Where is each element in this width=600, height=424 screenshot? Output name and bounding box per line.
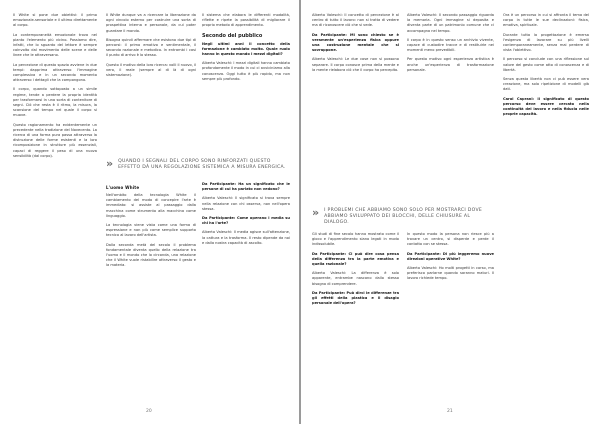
section-heading: Secondo del pubblico: [202, 32, 263, 39]
paragraph: La contemporaneità emozionale trova nel pianto l'elemento più vicino. Possiamo dire, infatti, che lo sguardo del lettore è sempre coinvolto dal movimento delle scene e delle linee che le attraversano.: [13, 32, 97, 58]
paragraph: Questo ragionamento ha evidentemente un precedente nella tradizione del Novecento. La ricerca di una forma pura passa attraverso la distruzione delle forme esistenti e la loro ricomposizione in strutture più essenziali, capaci di reggere il peso di una nuova sensibilità (dal corpo).: [13, 122, 97, 158]
interview-answer: Alberto Valeschi: La differenza è solo apparente, entrambe nascono dallo stesso bisogno di comprendere.: [312, 271, 399, 286]
interview-answer: Alberto Valeschi: Il significato si trova sempre nella relazione con chi osserva, non nell'opera stessa.: [202, 196, 290, 211]
page-number: 21: [447, 409, 453, 414]
interview-answer: Alberto Valeschi: Il secondo passaggio riguarda la memoria. Ogni immagine si deposita e diventa parte di un patrimonio comune che ci accompagna nel tempo.: [407, 13, 494, 33]
paragraph: Questo il motivo della loro ricerca: volli il nuovo, il vero, il reale (sempre al di là di ogni sistemazione).: [106, 62, 196, 78]
interview-question: Da Participante: Ha un significato che le persone di cui ha parlato non vedono?: [202, 182, 290, 192]
interview-answer: Alberto Valeschi: Il concetto di percezione è al centro di tutto il lavoro: non si tratta di vedere ma di riconoscere ciò che si vede.: [312, 13, 399, 28]
left-column-2-bottom: [106, 182, 196, 352]
paragraph: Senza questa libertà non ci può essere vera creazione, ma solo ripetizione di modelli già dati.: [503, 77, 589, 92]
chevron-right-icon: »: [312, 206, 318, 219]
right-column-3: [503, 13, 589, 393]
right-page: [301, 0, 600, 424]
right-column-2-bottom: [407, 232, 494, 392]
pull-quote: [106, 159, 286, 171]
right-column-1-bottom: [312, 232, 399, 392]
left-column-1: [13, 13, 97, 349]
paragraph: Il percorso si conclude con una riflessione sul valore del gesto come atto di conoscenza e di libertà.: [503, 57, 589, 72]
interview-answer: Alberto Valeschi: I mezzi digitali hanno cambiato profondamente il modo in cui ci avviciniamo alla conoscenza. Oggi tutto è più rapido, ma non sempre più profondo.: [202, 61, 290, 81]
paragraph: Dalla seconda metà del secolo il problema fondamentale diventa quello della relazione tra l'uomo e il mondo che lo circonda, una relazione che il White vuole ristabilire attraverso il gesto e la materia.: [106, 242, 196, 268]
paragraph: In questo modo la persona non riesce più a trovare un centro, si disperde e perde il contatto con se stessa.: [407, 232, 494, 247]
interview-question: Da Participante: Come operano i media su chi ha l'arte?: [202, 216, 290, 226]
paragraph: Il corpo è in questo senso un archivio vivente, capace di custodire tracce e di restituirle nei momenti meno prevedibili.: [407, 37, 494, 53]
page-number: 20: [146, 409, 152, 414]
paragraph: Ora è un percorso in cui si affronta il tema del corpo in tutte le sue declinazioni: fisica, emotiva, spirituale.: [503, 13, 589, 28]
paragraph: Il White si pone due obiettivi: il primo emozionale-sensoriale e il ultimo direttamente al corpo.: [13, 13, 97, 28]
interview-question: Da Participante: Di più leggeremo nuove direzioni operative White?: [407, 251, 494, 261]
interview-answer: Alberto Valeschi: Ho molti progetti in corso, ma preferisco parlarne quando saranno maturi. Il lavoro richiede tempo.: [407, 266, 494, 281]
left-column-2-top: [106, 13, 196, 123]
chevron-right-icon: »: [106, 157, 112, 170]
paragraph: Nell'ambito della tecnologia White il cambiamento del modo di concepire l'arte è immediato: si assiste al passaggio dalla macchina come strumento alla macchina come linguaggio.: [106, 193, 196, 218]
interview-answer: Alberto Valeschi: Le due cose non si possono separare. Il corpo conosce prima della mente e la mente rielabora ciò che il corpo ha percepito.: [312, 57, 399, 72]
interview-question: Da Participante: Mi sono chiesto se è veramente un'esperienza fisica oppure una costruzione mentale che si sovrappone.: [312, 32, 399, 53]
signed-answer: Carol Caprani: Il significato di questo percorso deve essere cercato nella continuità del lavoro e nella fiducia nelle proprie capacità.: [503, 96, 589, 117]
right-column-1-top: [312, 13, 399, 197]
paragraph: Durante tutta la progettazione è emersa l'esigenza di lavorare su più livelli contemporaneamente, senza mai perdere di vista l'obiettivo.: [503, 32, 589, 53]
interview-answer: Alberto Valeschi: Il media agisce sull'attenzione, la cattura e la trasforma. Il resto dipende da noi e dalla nostra capacità di ascolto.: [202, 230, 290, 245]
paragraph: Il White dunque va a ricercare la liberazione da ogni vincolo esterno per costruire una sorta di prospettiva interna e personale, da cui poter guardare il mondo.: [106, 13, 196, 33]
left-column-3-bottom: [202, 182, 290, 352]
right-column-2-top: [407, 13, 494, 197]
left-page: [0, 0, 299, 424]
pull-quote-text: I PROBLEMI CHE ABBIAMO SONO SOLO PER MOSTRARCI DOVE ABBIAMO SVILUPPATO DEI BLOCCHI, DELLE CHIUSURE AL DIALOGO.: [324, 208, 483, 225]
paragraph: Gli studi di fine secolo hanno mostrato come il gioco e l'apprendimento siano legati in modo indissolubile.: [312, 232, 399, 247]
paragraph: Il sistema che elabora le differenti modalità, riflette e ripete la possibilità di migliorare il proprio metodo di apprendimento.: [202, 13, 290, 28]
left-column-3-top: [202, 13, 290, 151]
paragraph: La percezione di questo spazio avviene in due tempi: dapprima attraverso l'immagine complessiva e in un secondo momento attraverso i dettagli che la compongono.: [13, 62, 97, 83]
section-heading: L'uomo White: [106, 185, 140, 190]
interview-question: Negli ultimi anni il concetto della formazione è cambiato molto. Quale ruolo hanno in questo mondo i mezzi digitali?: [202, 41, 290, 57]
paragraph: Bisogna quindi affermare che esistono due tipi di percorsi: il primo emotivo e sentimentale, il secondo razionale e metodico. In entrambi i casi il punto di arrivo è lo stesso.: [106, 37, 196, 58]
paragraph: Il corpo, quando sottoposto a un simile regime, tende a perdere la propria identità per trasformarsi in una sorta di contenitore di segni. Ciò che resta è il ritmo, la misura, la scansione del tempo nel quale il corpo si muove.: [13, 87, 97, 118]
interview-question: Da Participante: Può dirci le differenze tra gli effetti della plastica e il disagio personale dell'opera?: [312, 290, 399, 306]
paragraph: La tecnologia viene vista come una forma di espressione e non più come semplice supporto tecnico al lavoro dell'artista.: [106, 223, 196, 238]
paragraph: Per questo motivo ogni esperienza artistica è anche un'esperienza di trasformazione personale.: [407, 57, 494, 72]
pull-quote: [312, 208, 495, 226]
pull-quote-text: QUANDO I SEGNALI DEL CORPO SONO RINFORZATI QUESTO EFFETTO DÀ UNA REGOLAZIONE SISTEMICA A MISURA ENERGICA.: [118, 159, 286, 170]
interview-question: Da Participante: Ci può dire cosa pensa della differenza tra la parte emotiva e quella razionale?: [312, 251, 399, 267]
